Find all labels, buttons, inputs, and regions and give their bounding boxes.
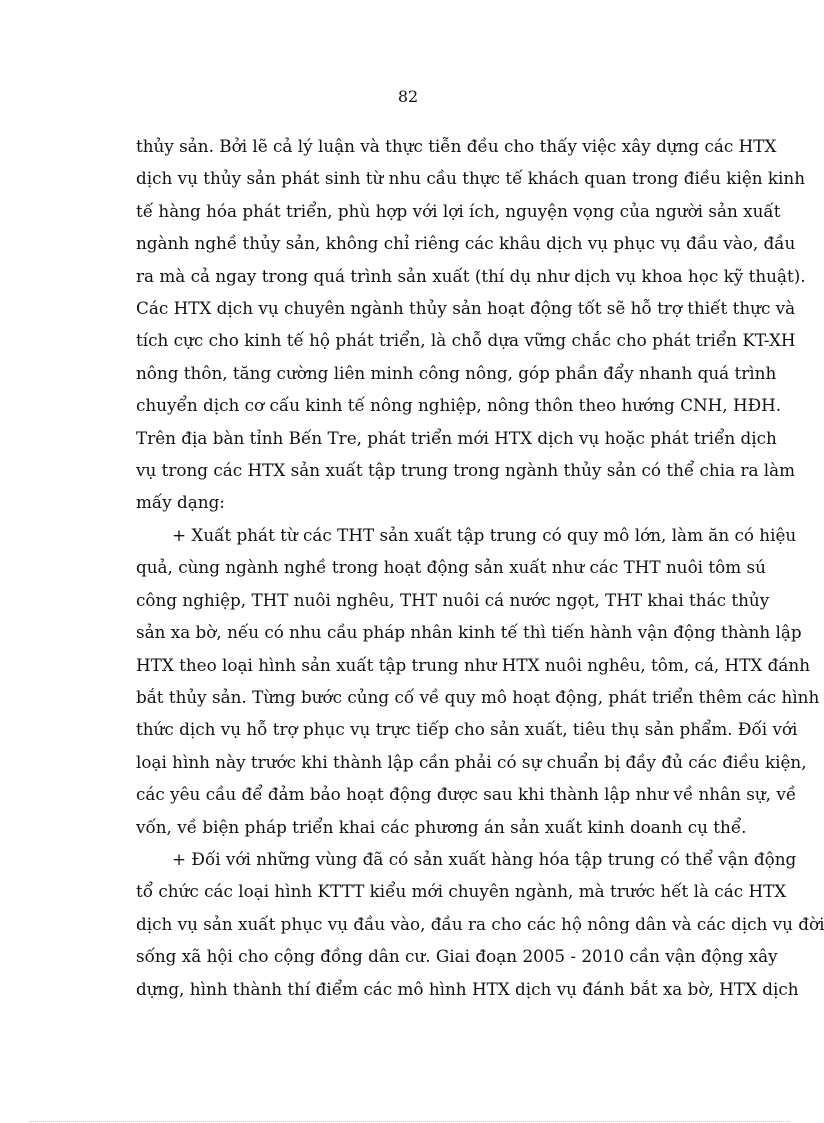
body-text [136,130,824,1005]
text-line: tế hàng hóa phát triển, phù hợp với lợi ích, nguyện vọng của người sản xuất [136,200,781,221]
text-line: tích cực cho kinh tế hộ phát triển, là chỗ dựa vững chắc cho phát triển KT-XH [136,330,796,351]
page-number: 82 [397,87,419,106]
text-line: Trên địa bàn tỉnh Bến Tre, phát triển mới HTX dịch vụ hoặc phát triển dịch [136,427,777,448]
text-line: công nghiệp, THT nuôi nghêu, THT nuôi cá nước ngọt, THT khai thác thủy [136,589,770,610]
text-line: loại hình này trước khi thành lập cần phải có sự chuẩn bị đầy đủ các điều kiện, [136,751,807,772]
paragraph-1 [136,130,806,519]
text-line: HTX theo loại hình sản xuất tập trung như HTX nuôi nghêu, tôm, cá, HTX đánh [136,654,811,675]
text-line: bắt thủy sản. Từng bước củng cố về quy mô hoạt động, phát triển thêm các hình [136,686,820,707]
text-line: chuyển dịch cơ cấu kinh tế nông nghiệp, nông thôn theo hướng CNH, HĐH. [136,395,782,416]
text-line: sản xa bờ, nếu có nhu cầu pháp nhân kinh tế thì tiến hành vận động thành lập [136,622,802,643]
text-line: quả, cùng ngành nghề trong hoạt động sản xuất như các THT nuôi tôm sú [136,557,766,578]
text-line: thức dịch vụ hỗ trợ phục vụ trực tiếp cho sản xuất, tiêu thụ sản phẩm. Đối với [136,719,798,740]
text-line: ngành nghề thủy sản, không chỉ riêng các khâu dịch vụ phục vụ đầu vào, đầu [136,233,796,254]
text-line: ra mà cả ngay trong quá trình sản xuất (thí dụ như dịch vụ khoa học kỹ thuật). [136,265,806,286]
text-line: sống xã hội cho cộng đồng dân cư. Giai đoạn 2005 - 2010 cần vận động xây [136,946,778,967]
text-line: mấy dạng: [136,492,225,513]
text-line: thủy sản. Bởi lẽ cả lý luận và thực tiễn đều cho thấy việc xây dựng các HTX [136,136,777,156]
text-line: dựng, hình thành thí điểm các mô hình HTX dịch vụ đánh bắt xa bờ, HTX dịch [136,978,799,999]
text-line: Các HTX dịch vụ chuyên ngành thủy sản hoạt động tốt sẽ hỗ trợ thiết thực và [136,298,796,319]
text-line: nông thôn, tăng cường liên minh công nông, góp phần đẩy nhanh quá trình [136,362,777,383]
text-line: + Đối với những vùng đã có sản xuất hàng hóa tập trung có thể vận động [172,848,797,869]
text-line: vốn, về biện pháp triển khai các phương án sản xuất kinh doanh cụ thể. [136,816,747,837]
text-line: dịch vụ sản xuất phục vụ đầu vào, đầu ra cho các hộ nông dân và các dịch vụ đời [136,913,824,934]
text-line: dịch vụ thủy sản phát sinh từ nhu cầu thực tế khách quan trong điều kiện kinh [136,168,806,189]
text-line: vụ trong các HTX sản xuất tập trung trong ngành thủy sản có thể chia ra làm [136,460,796,481]
text-line: tổ chức các loại hình KTTT kiểu mới chuyên ngành, mà trước hết là các HTX [136,881,787,902]
text-line: các yêu cầu để đảm bảo hoạt động được sau khi thành lập như về nhân sự, về [136,784,797,805]
text-line: + Xuất phát từ các THT sản xuất tập trung có quy mô lớn, làm ăn có hiệu [172,524,797,545]
paragraph-3 [136,843,824,1005]
page-bottom-rule [30,1121,790,1122]
paragraph-2 [136,519,820,843]
